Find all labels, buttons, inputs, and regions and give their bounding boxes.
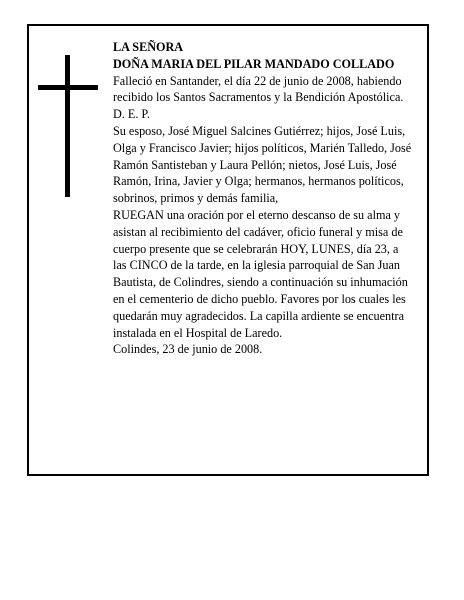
place-date: Colindes, 23 de junio de 2008. [113, 342, 263, 357]
family-list: Su esposo, José Miguel Salcines Gutiérrez; hijos, José Luis, Olga y Francisco Javier; hijos políticos, Marién Talledo, José Ramón Santisteban y Laura Pellón; nietos, José Luis, José Ramón, Irina, Javier y Olga; hermanos, hermanos políticos, sobrinos, primos y demás familia, [113, 123, 412, 206]
notice-text [113, 39, 413, 358]
cross-icon-bar [38, 85, 98, 90]
cross-icon [65, 55, 70, 197]
death-notice: Falleció en Santander, el día 22 de junio de 2008, habiendo recibido los Santos Sacramentos y la Bendición Apostólica. [113, 73, 404, 105]
deceased-name: DOÑA MARIA DEL PILAR MANDADO COLLADO [113, 56, 395, 71]
rip-line: D. E. P. [113, 107, 150, 122]
heading-title: LA SEÑORA [113, 40, 184, 54]
funeral-request: RUEGAN una oración por el eterno descanso de su alma y asistan al recibimiento del cadáver, oficio funeral y misa de cuerpo presente que se celebrarán HOY, LUNES, día 23, a las CINCO de la tarde, en la iglesia parroquial de San Juan Bautista, de Colindres, siendo a continuación su inhumación en el cementerio de dicho pueblo. Favores por los cuales les quedarán muy agradecidos. La capilla ardiente se encuentra instalada en el Hospital de Laredo. [113, 207, 408, 340]
